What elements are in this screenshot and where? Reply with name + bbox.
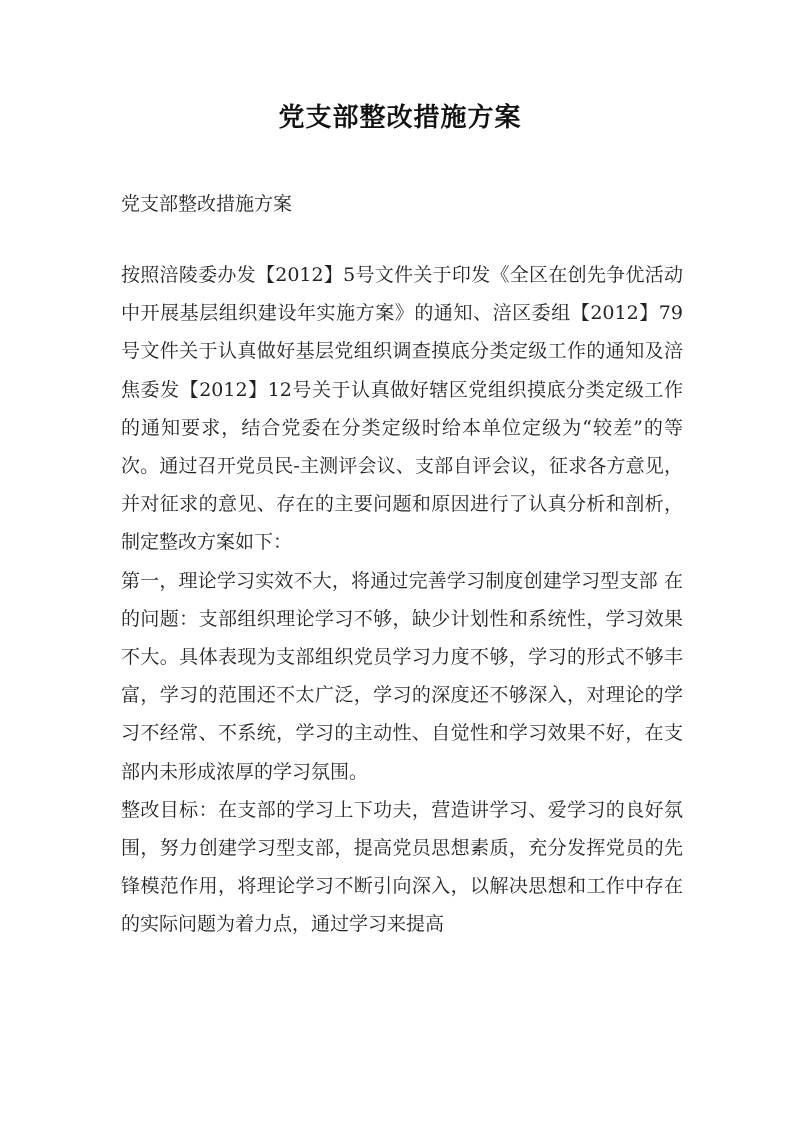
document-body	[121, 256, 683, 944]
document-subtitle: 党支部整改措施方案	[121, 193, 293, 215]
paragraph-issue-one: 第一，理论学习实效不大，将通过完善学习制度创建学习型支部 在的问题：支部组织理论学习不够，缺少计划性和系统性，学习效果不大。具体表现为支部组织党员学习力度不够，学习的形式不够丰富，学习的范围还不太广泛，学习的深度还不够深入，对理论的学习不经常、不系统，学习的主动性、自觉性和学习效果不好，在支部内未形成浓厚的学习氛围。	[121, 569, 683, 783]
document-title: 党支部整改措施方案	[278, 103, 522, 133]
paragraph-rectification-goal: 整改目标：在支部的学习上下功夫，营造讲学习、爱学习的良好氛围，努力创建学习型支部，提高党员思想素质，充分发挥党员的先锋模范作用，将理论学习不断引向深入，以解决思想和工作中存在的实际问题为着力点，通过学习来提高	[121, 798, 683, 936]
paragraph-intro: 按照涪陵委办发【2012】5号文件关于印发《全区在创先争优活动中开展基层组织建设年实施方案》的通知、涪区委组【2012】79号文件关于认真做好基层党组织调查摸底分类定级工作的通知及涪焦委发【2012】12号关于认真做好辖区党组织摸底分类定级工作的通知要求，结合党委在分类定级时给本单位定级为“较差”的等次。通过召开党员民-主测评会议、支部自评会议，征求各方意见，并对征求的意见、存在的主要问题和原因进行了认真分析和剖析，制定整改方案如下：	[121, 264, 683, 554]
